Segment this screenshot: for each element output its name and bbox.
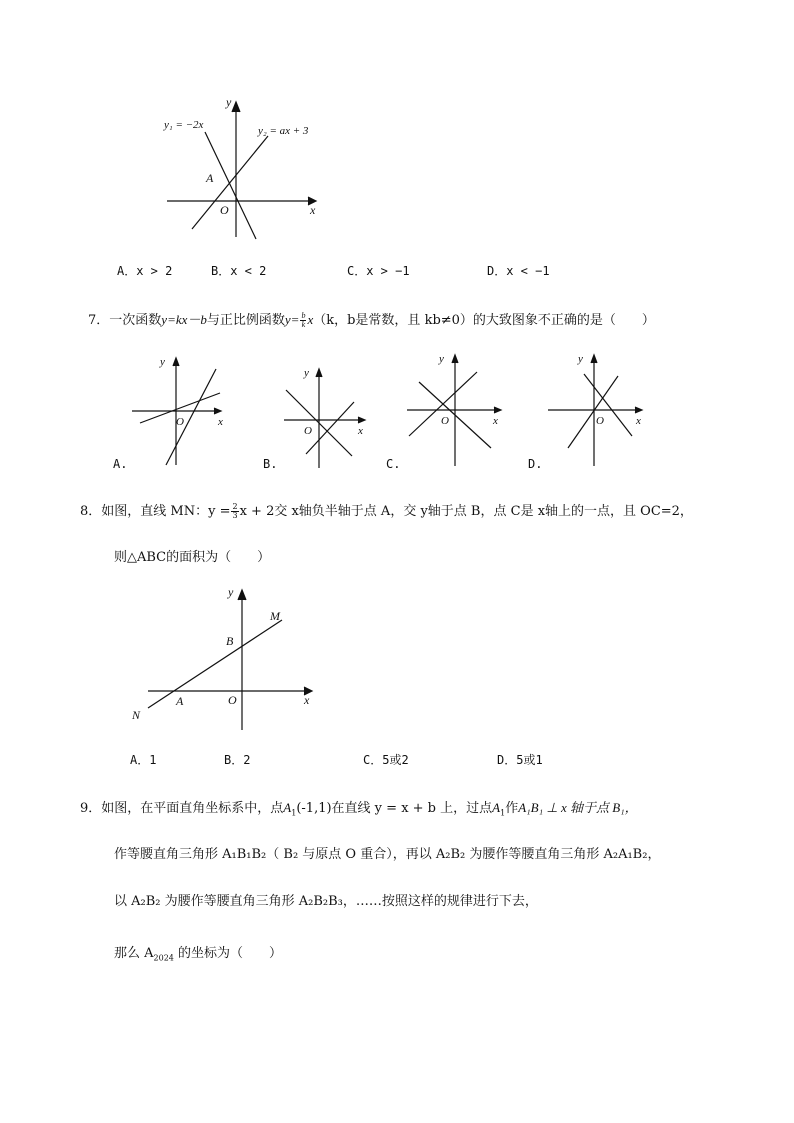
q7-graph-d bbox=[546, 352, 656, 467]
q9-line-4a: 那么 A bbox=[114, 946, 154, 961]
q8-line-mn bbox=[148, 620, 282, 708]
q9-line-4b: 的坐标为（ ） bbox=[173, 946, 283, 961]
q9-line-1 bbox=[80, 800, 638, 822]
q8-point-a-label: A bbox=[176, 694, 184, 708]
q6-point-a-label: A bbox=[206, 171, 214, 185]
q9-perp: A₁B₁ ⊥ x 轴于点 B₁， bbox=[518, 800, 638, 815]
q6-y2-label: y₂ = ax + 3 bbox=[258, 125, 309, 137]
q7-func2-num: b bbox=[301, 311, 306, 320]
q7-func2-lhs: y= bbox=[284, 312, 300, 327]
q6-y-label: y bbox=[226, 95, 232, 109]
q8-graph bbox=[130, 582, 330, 732]
q7-graph-b bbox=[282, 360, 392, 475]
q9-number: 9． bbox=[80, 801, 102, 816]
q6-y1-label: y₁ = −2x bbox=[164, 119, 204, 131]
q9-line-4-sub: 2024 bbox=[153, 953, 174, 963]
q9-a1b: A bbox=[492, 800, 501, 815]
q7d-origin: O bbox=[596, 415, 604, 427]
q8-point-m-label: M bbox=[270, 609, 280, 623]
q7-option-c-label: C. bbox=[386, 457, 401, 471]
q9-a1: A bbox=[283, 800, 292, 815]
q8-point-b-label: B bbox=[226, 634, 234, 648]
q8-text-1: 如图，直线 MN：y = bbox=[101, 504, 231, 519]
q7a-line-2 bbox=[166, 369, 216, 465]
q8-option-d: D．5或1 bbox=[497, 753, 543, 767]
q7-func2-den: k bbox=[301, 320, 306, 329]
q6-line-y2 bbox=[192, 136, 268, 229]
q8-frac-den: 3 bbox=[232, 511, 238, 520]
q8-frac-num: 2 bbox=[232, 502, 238, 511]
q8-fraction bbox=[231, 503, 238, 520]
q7b-y-arrow bbox=[316, 369, 322, 377]
q7d-x-arrow bbox=[635, 407, 642, 413]
q6-option-c: C．x > −1 bbox=[347, 264, 410, 278]
q7-text-3: （k，b是常数，且 kb≠0）的大致图象不正确的是（ ） bbox=[313, 313, 655, 328]
q7-option-a-label: A. bbox=[113, 457, 128, 471]
q7-func1: y=kx－b bbox=[161, 312, 207, 327]
q8-option-a: A．1 bbox=[130, 753, 157, 767]
q6-option-a: A．x > 2 bbox=[117, 264, 173, 278]
q7d-line-1 bbox=[584, 374, 632, 436]
q8-origin-label: O bbox=[228, 693, 237, 707]
q6-line-y1 bbox=[205, 132, 256, 239]
q7-option-d-label: D. bbox=[528, 457, 543, 471]
q7c-x-arrow bbox=[494, 407, 501, 413]
q7-graph-c bbox=[405, 352, 515, 467]
q9-a1-sub: 1 bbox=[291, 808, 297, 818]
q7-func2-fraction bbox=[300, 312, 306, 329]
q8-stem-line-2: 则△ABC的面积为（ ） bbox=[114, 550, 271, 565]
q8-stem-line-1 bbox=[80, 503, 693, 520]
q7c-x-label: x bbox=[493, 415, 498, 427]
q6-option-b: B．x < 2 bbox=[211, 264, 267, 278]
q9-line-4 bbox=[114, 946, 282, 967]
q6-option-d: D．x < −1 bbox=[487, 264, 550, 278]
q7-number: 7． bbox=[88, 313, 110, 328]
q8-x-label: x bbox=[304, 693, 310, 707]
q9-line-1c: 作 bbox=[505, 801, 519, 816]
q7-text-2: 与正比例函数 bbox=[206, 313, 285, 328]
q7a-origin: O bbox=[176, 416, 184, 428]
q8-y-label: y bbox=[228, 585, 234, 599]
q7-graph-a bbox=[130, 353, 240, 468]
q6-origin-label: O bbox=[220, 203, 229, 217]
q7d-y-label: y bbox=[578, 353, 583, 365]
q7c-origin: O bbox=[441, 415, 449, 427]
q7b-x-arrow bbox=[358, 417, 365, 423]
q9-line-2: 作等腰直角三角形 A₁B₁B₂（ B₂ 与原点 O 重合），再以 A₂B₂ 为腰作等腰直角三角形 A₂A₁B₂， bbox=[114, 847, 661, 862]
q7b-line-2 bbox=[306, 402, 354, 454]
q7-func2-rhs: x bbox=[307, 312, 314, 327]
q8-number: 8． bbox=[80, 504, 102, 519]
q6-graph bbox=[150, 92, 350, 242]
q7a-x-arrow bbox=[214, 408, 221, 414]
q7b-y-label: y bbox=[304, 367, 309, 379]
q8-option-b: B．2 bbox=[224, 753, 251, 767]
q7c-y-arrow bbox=[452, 355, 458, 363]
q8-text-2: x + 2交 x轴负半轴于点 A，交 y轴于点 B，点 C是 x轴上的一点，且 OC=2， bbox=[239, 504, 693, 519]
q8-point-n-label: N bbox=[132, 708, 141, 722]
q6-y-arrow bbox=[232, 102, 240, 112]
q7d-line-2 bbox=[568, 376, 618, 448]
q7c-y-label: y bbox=[439, 353, 444, 365]
q9-line-1a: 如图，在平面直角坐标系中，点 bbox=[101, 801, 284, 816]
q7b-x-label: x bbox=[358, 425, 363, 437]
q7-stem bbox=[88, 312, 655, 329]
q9-line-1b: (-1,1)在直线 y = x + b 上，过点 bbox=[296, 801, 493, 816]
q8-y-arrow bbox=[238, 590, 246, 600]
q9-a1b-sub: 1 bbox=[500, 808, 506, 818]
q6-x-label: x bbox=[310, 203, 316, 217]
q7a-x-label: x bbox=[218, 416, 223, 428]
q9-line-3: 以 A₂B₂ 为腰作等腰直角三角形 A₂B₂B₃，……按照这样的规律进行下去， bbox=[114, 894, 538, 909]
q7a-y-label: y bbox=[160, 356, 165, 368]
q7-text-1: 一次函数 bbox=[109, 313, 162, 328]
q7d-x-label: x bbox=[636, 415, 641, 427]
q7d-y-arrow bbox=[591, 355, 597, 363]
q8-option-c: C．5或2 bbox=[363, 753, 409, 767]
q7b-origin: O bbox=[304, 425, 312, 437]
q7-option-b-label: B. bbox=[263, 457, 278, 471]
q7a-y-arrow bbox=[173, 358, 179, 366]
